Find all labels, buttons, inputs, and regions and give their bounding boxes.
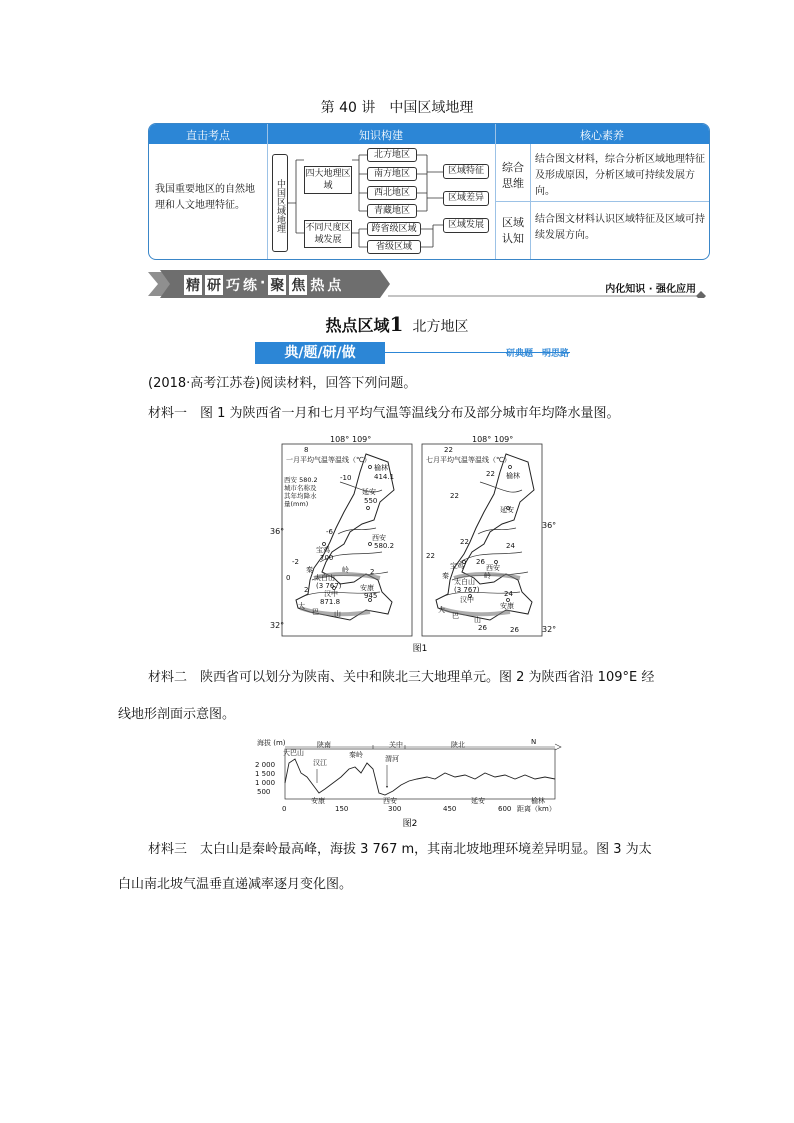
exam-point-text: 我国重要地区的自然地理和人文地理特征。	[155, 184, 255, 211]
right-city-ankang: 安康	[500, 602, 514, 610]
material-3-line1: 材料三 太白山是秦岭最高峰，海拔 3 767 m，其南北坡地理环境差异明显。图 3 为太	[148, 842, 652, 857]
sub-banner-label: 典/题/研/做	[255, 342, 385, 364]
fig2-place-ankang: 安康	[311, 797, 325, 805]
scale-province: 省级区域	[367, 240, 421, 254]
left-peak: 太白山	[314, 574, 335, 582]
hotspot-label: 热点区域	[325, 316, 390, 335]
figure-2	[255, 733, 565, 830]
banner-right: 内化知识 · 强化应用	[605, 284, 696, 295]
lat-36-left: 36°	[270, 527, 285, 536]
section-banner	[148, 270, 708, 298]
scale-cross-province: 跨省级区域	[367, 222, 421, 236]
iso-right-5: 22	[426, 552, 435, 560]
right-mtn-1: 秦	[442, 572, 449, 580]
iso-right-1: 22	[486, 470, 495, 478]
lecture-title: 第 40 讲 中国区域地理	[320, 100, 474, 116]
fig2-place-yanan: 延安	[471, 797, 485, 805]
fig2-place-yulin: 榆林	[531, 797, 545, 805]
left-mtn-4: 巴	[312, 608, 319, 616]
lat-32-right: 32°	[542, 625, 557, 634]
fig2-unit-south: 陕南	[317, 741, 331, 749]
table-header	[149, 124, 709, 144]
left-val-yulin: 414.1	[374, 473, 395, 481]
literacy-desc-1: 结合图文材料，综合分析区域地理特征及形成原因，分析区域可持续发展方向。	[535, 154, 705, 197]
left-legend-top: 8	[304, 446, 309, 454]
left-val-xian: 580.2	[374, 542, 395, 550]
left-val-baoji: 700	[320, 554, 334, 562]
iso-right-4: 24	[506, 542, 515, 550]
left-city-hanzhong: 汉中	[324, 590, 338, 598]
right-city-hanzhong: 汉中	[460, 596, 474, 604]
fig2-unit-north: 陕北	[451, 741, 465, 749]
banner-char-6: 聚	[268, 275, 286, 295]
hotspot-heading	[0, 312, 794, 336]
right-mtn-4: 巴	[452, 612, 459, 620]
left-mtn-2: 岭	[342, 566, 349, 574]
iso-right-7: 24	[504, 590, 513, 598]
material-1: 材料一 图 1 为陕西省一月和七月平均气温等温线分布及部分城市年均降水量图。	[148, 406, 620, 421]
lon-109-left: 109°	[352, 435, 372, 444]
iso-right-6: 26	[476, 558, 485, 566]
banner-char-4: 练	[243, 278, 257, 294]
aspect-differences: 区域差异	[443, 191, 489, 206]
left-city-baoji: 宝鸡	[316, 546, 330, 554]
left-city-ankang: 安康	[360, 584, 374, 592]
fig2-xlabel: 距离（km）	[517, 805, 556, 813]
material-3-line2: 白山南北坡气温垂直递减率逐月变化图。	[118, 877, 353, 892]
left-legend: 一月平均气温等温线（℃）	[286, 456, 371, 464]
header-exam-point: 直击考点	[186, 129, 230, 142]
lon-108-right: 108°	[472, 435, 492, 444]
banner-char-3: 巧	[226, 278, 240, 294]
banner-char-8: 热	[310, 278, 325, 294]
left-mtn-3: 大	[298, 602, 305, 610]
region-south: 南方地区	[367, 167, 417, 181]
right-peak-alt: (3 767)	[454, 586, 480, 594]
iso-left-6: 2	[304, 586, 309, 594]
tree-four-regions: 四大地理区域	[304, 166, 352, 194]
left-val-yanan: 550	[364, 497, 378, 505]
iso-left-2: -6	[326, 528, 333, 536]
literacy-desc-2: 结合图文材料认识区域特征及区域可持续发展方向。	[535, 214, 705, 241]
lon-108-left: 108°	[330, 435, 350, 444]
fig2-ytick-1: 2 000	[255, 761, 276, 769]
fig2-unit-guanzhong: 关中	[389, 741, 403, 749]
fig2-caption: 图2	[402, 819, 418, 829]
tree-connectors	[267, 144, 495, 259]
left-peak-alt: (3 767)	[316, 582, 342, 590]
fig2-ylabel: 海拔 (m)	[257, 739, 286, 747]
iso-left-1: -10	[340, 474, 352, 482]
tree-root: 中国区域地理	[272, 154, 288, 252]
left-mtn-1: 秦	[306, 566, 313, 574]
iso-right-3: 22	[460, 538, 469, 546]
material-2-line2: 线地形剖面示意图。	[118, 707, 236, 722]
banner-char-2: 研	[205, 275, 223, 295]
banner-char-1: 精	[184, 275, 202, 295]
right-peak: 太白山	[454, 578, 475, 586]
fig2-xtick-150: 150	[335, 805, 349, 813]
iso-right-8: 26	[478, 624, 487, 632]
iso-left-5: 2	[370, 568, 375, 576]
left-mtn-5: 山	[334, 610, 341, 618]
right-mtn-3: 大	[438, 606, 445, 614]
header-literacy: 核心素养	[580, 129, 624, 142]
region-north: 北方地区	[367, 148, 417, 162]
fig2-feature-qinling: 秦岭	[349, 751, 363, 759]
aspect-features: 区域特征	[443, 164, 489, 179]
tree-scale-dev: 不同尺度区域发展	[304, 220, 352, 248]
fig1-caption: 图1	[412, 644, 428, 654]
banner-char-5: ·	[260, 275, 266, 291]
literacy-name-1: 综合思维	[502, 161, 524, 190]
hotspot-name: 北方地区	[412, 319, 469, 335]
fig2-place-xian: 西安	[383, 797, 397, 805]
fig2-ytick-3: 1 000	[255, 779, 276, 787]
iso-right-2: 22	[450, 492, 459, 500]
right-city-yanan: 延安	[500, 506, 514, 514]
left-city-xian: 西安	[372, 534, 386, 542]
header-knowledge: 知识构建	[359, 129, 403, 142]
right-mtn-5: 山	[474, 616, 481, 624]
lon-109-right: 109°	[494, 435, 514, 444]
fig2-xtick-450: 450	[443, 805, 457, 813]
hotspot-num: 1	[389, 312, 404, 336]
fig2-xtick-600: 600	[498, 805, 512, 813]
sub-banner-right: 研典题 明思路	[505, 349, 569, 359]
fig2-feature-weihe: 渭河	[385, 755, 399, 763]
right-mtn-2: 岭	[484, 572, 491, 580]
iso-left-3: -2	[292, 558, 299, 566]
lat-36-right: 36°	[542, 521, 557, 530]
left-val-ankang: 945	[364, 592, 378, 600]
left-city-yanan: 延安	[362, 488, 376, 496]
knowledge-table	[148, 123, 710, 260]
material-2-line1: 材料二 陕西省可以划分为陕南、关中和陕北三大地理单元。图 2 为陕西省沿 109°E 经	[148, 670, 655, 685]
question-intro: (2018·高考江苏卷)阅读材料，回答下列问题。	[148, 376, 417, 391]
region-northwest: 西北地区	[367, 186, 417, 200]
iso-right-9: 26	[510, 626, 519, 634]
banner-char-7: 焦	[289, 275, 307, 295]
sub-banner	[255, 342, 575, 364]
fig2-xtick-300: 300	[388, 805, 402, 813]
fig2-ytick-2: 1 500	[255, 770, 276, 778]
iso-left-4: 0	[286, 574, 291, 582]
fig2-north: N	[531, 738, 537, 746]
literacy-name-2: 区域认知	[502, 216, 524, 245]
fig2-ytick-4: 500	[257, 788, 271, 796]
right-legend-top: 22	[444, 446, 453, 454]
left-legend-2: 西安 580.2 城市名称及其年均降水量(mm)	[284, 476, 318, 508]
right-legend: 七月平均气温等温线（℃）	[426, 456, 511, 464]
fig2-feature-hanjiang: 汉江	[313, 759, 327, 767]
left-val-hanzhong: 871.8	[320, 598, 341, 606]
region-qingzang: 青藏地区	[367, 204, 417, 218]
right-city-yulin: 榆林	[506, 472, 520, 480]
lat-32-left: 32°	[270, 621, 285, 630]
figure-1	[270, 432, 570, 654]
banner-char-9: 点	[327, 278, 342, 294]
right-city-xian: 西安	[486, 564, 500, 572]
left-city-yulin: 榆林	[374, 464, 388, 472]
fig2-feature-daba: 大巴山	[283, 749, 304, 757]
fig2-xtick-0: 0	[282, 805, 287, 813]
right-city-baoji: 宝鸡	[450, 562, 464, 570]
aspect-development: 区域发展	[443, 218, 489, 233]
